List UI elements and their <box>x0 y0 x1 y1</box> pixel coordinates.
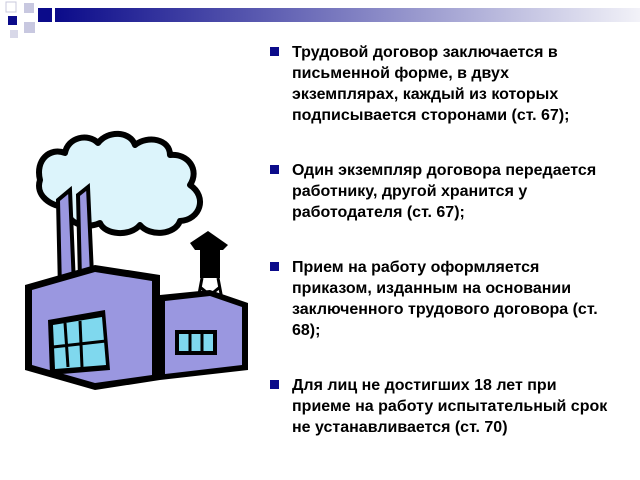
square-bullet-icon <box>270 380 279 389</box>
bullet-list <box>270 40 615 438</box>
factory-icon <box>25 134 248 390</box>
square-bullet-icon <box>270 262 279 271</box>
square-bullet-icon <box>270 47 279 56</box>
bullet-text: Трудовой договор заключается в письменной форме, в двух экземплярах, каждый из которых подписывается сторонами (ст. 67); <box>292 44 570 124</box>
list-item <box>270 160 615 223</box>
list-item <box>270 375 615 438</box>
bullet-text: Для лиц не достигших 18 лет при приеме на работу испытательный срок не устанавливается (ст. 70) <box>292 377 608 436</box>
factory-illustration <box>20 125 265 395</box>
square-bullet-icon <box>270 165 279 174</box>
list-item <box>270 257 615 341</box>
bullet-text: Один экземпляр договора передается работнику, другой хранится у работодателя (ст. 67); <box>292 162 597 221</box>
bullet-text: Прием на работу оформляется приказом, изданным на основании заключенного трудового договора (ст. 68); <box>292 259 598 339</box>
corner-decoration <box>0 0 60 40</box>
list-item <box>270 42 615 126</box>
header-band <box>0 0 640 40</box>
